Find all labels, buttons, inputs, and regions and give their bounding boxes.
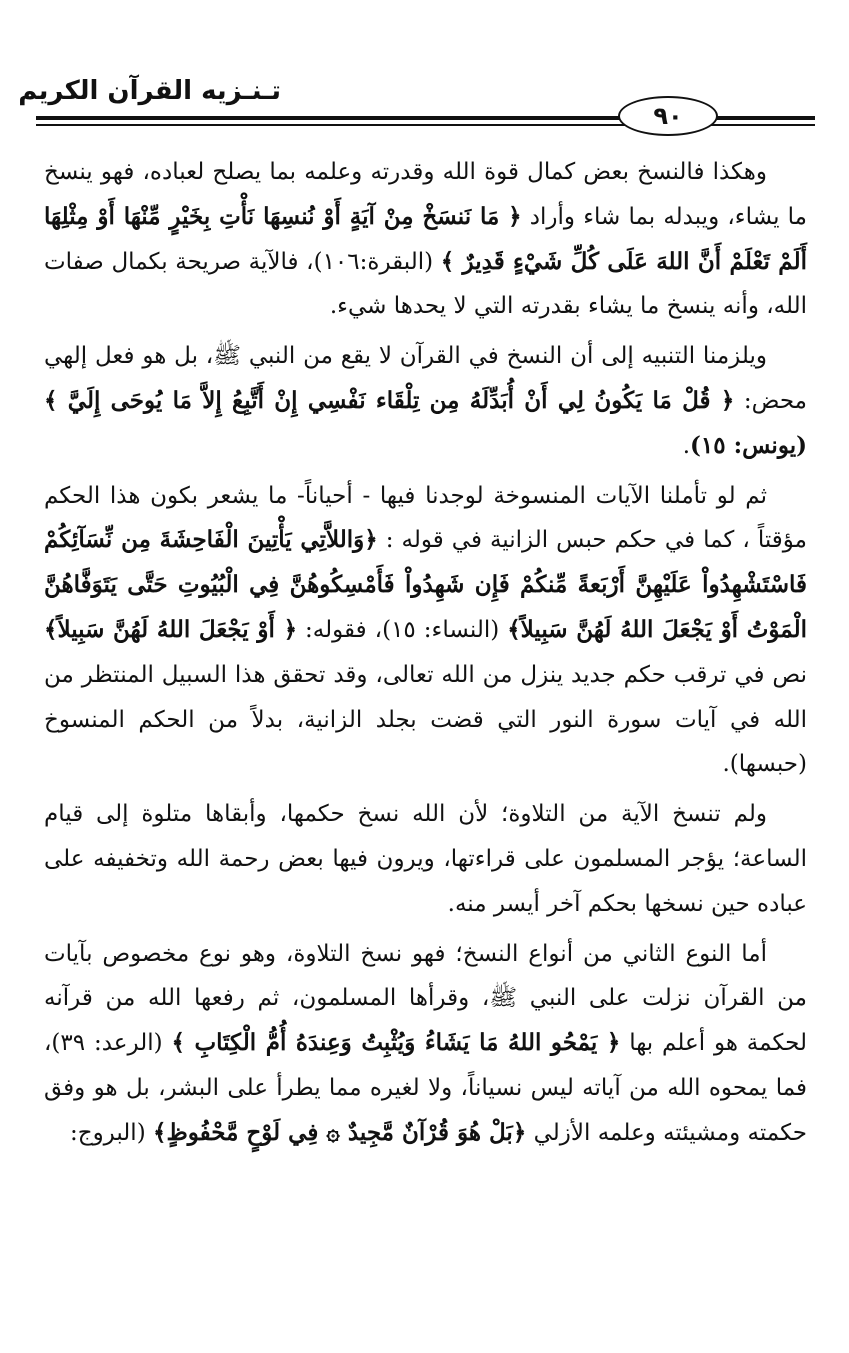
quran-quote: ﴿ مَا نَنسَخْ مِنْ آيَةٍ أَوْ نُنسِهَا نَأْتِ بِخَيْرٍ مِّنْهَا أَوْ مِثْلِهَا أَلَمْ تَعْلَمْ أَنَّ اللهَ عَلَى كُلِّ شَيْءٍ قَدِيرٌ ﴾ — [44, 202, 807, 275]
body-text: ويلزمنا التنبيه إلى أن النسخ في القرآن لا يقع من النبي ﷺ، بل هو فعل إلهي محض: — [44, 343, 808, 414]
page-number: ٩٠ — [618, 96, 718, 136]
body-text: ثم لو تأملنا الآيات المنسوخة لوجدنا فيها - أحياناً- ما يشعر بكون هذا الحكم مؤقتاً ، كما في حكم حبس الزانية في قوله : — [44, 482, 807, 554]
body-text: ولم تنسخ الآية من التلاوة؛ لأن الله نسخ حكمها، وأبقاها متلوة إلى قيام الساعة؛ يؤجر المسلمون على قراءتها، ويرون فيها بعض رحمة الله وتخفيفه على عباده حين نسخها بحكم آخر أيسر منه. — [44, 801, 807, 917]
quran-quote: ﴿ أَوْ يَجْعَلَ اللهُ لَهُنَّ سَبِيلاً﴾ — [44, 615, 298, 643]
paragraph — [44, 150, 807, 329]
page-body — [44, 150, 807, 1161]
quran-quote: ﴿ قُلْ مَا يَكُونُ لِي أَنْ أُبَدِّلَهُ مِن تِلْقَاء نَفْسِي إِنْ أَتَّبِعُ إِلاَّ مَا يُوحَى إِلَيَّ ﴾ (يونس: ١٥) — [44, 386, 807, 459]
body-text: أما النوع الثاني من أنواع النسخ؛ فهو نسخ التلاوة، وهو نوع مخصوص بآيات من القرآن نزلت على النبي ﷺ، وقرأها المسلمون، ثم رفعها الله من قرآنه لحكمة هو أعلم بها — [44, 940, 807, 1057]
body-text: (النساء: ١٥)، فقوله: — [297, 616, 508, 643]
body-text: (البروج: — [69, 1119, 153, 1146]
quran-quote: ﴿وَاللاَّتِي يَأْتِينَ الْفَاحِشَةَ مِن نِّسَآئِكُمْ فَاسْتَشْهِدُواْ عَلَيْهِنَّ أَرْبَعةً مِّنكُمْ فَإِن شَهِدُواْ فَأَمْسِكُوهُنَّ فِي الْبُيُوتِ حَتَّى يَتَوَفَّاهُنَّ الْمَوْتُ أَوْ يَجْعَلَ اللهُ لَهُنَّ سَبِيلاً﴾ — [44, 526, 808, 643]
body-text: (البقرة:١٠٦)، فالآية صريحة بكمال صفات الله، وأنه ينسخ ما يشاء بقدرته التي لا يحدها شيء. — [44, 248, 807, 320]
page-header — [0, 0, 849, 145]
book-title: تـنـزيه القرآن الكريم — [18, 76, 281, 106]
quran-quote: ﴿ يَمْحُو اللهُ مَا يَشَاءُ وَيُثْبِتُ وَعِندَهُ أُمُّ الْكِتَابِ ﴾ — [171, 1029, 621, 1057]
body-text: وهكذا فالنسخ بعض كمال قوة الله وقدرته وعلمه بما يصلح لعباده، فهو ينسخ ما يشاء، ويبدله بما شاء وأراد — [44, 159, 807, 230]
body-text: . — [682, 432, 690, 459]
paragraph — [44, 932, 807, 1156]
paragraph — [44, 792, 807, 926]
paragraph — [44, 474, 807, 788]
body-text: نص في ترقب حكم جديد ينزل من الله تعالى، وقد تحقق هذا السبيل المنتظر من الله في آيات سورة النور التي قضت بجلد الزانية، بدلاً من الحكم المنسوخ (حبسها). — [44, 661, 807, 778]
body-text: (الرعد: ٣٩)، فما يمحوه الله من آياته ليس نسياناً، ولا لغيره مما يطرأ على البشر، بل هو وفق حكمته ومشيئته وعلمه الأزلي — [44, 1030, 807, 1146]
quran-quote: ﴿بَلْ هُوَ قُرْآنٌ مَّجِيدٌ ۞ فِي لَوْحٍ مَّحْفُوظٍ﴾ — [152, 1118, 527, 1146]
paragraph — [44, 334, 807, 468]
